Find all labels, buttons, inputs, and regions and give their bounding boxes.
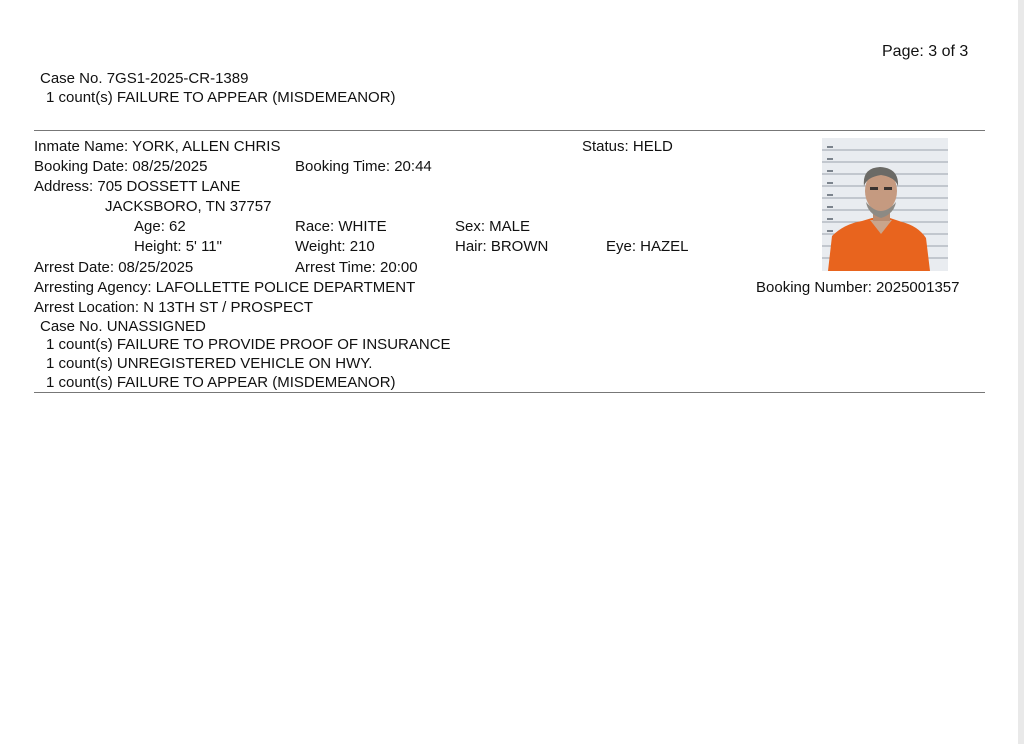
eye: Eye: HAZEL — [606, 238, 689, 255]
page-number: Page: 3 of 3 — [882, 43, 969, 60]
section-divider-top — [34, 130, 985, 131]
page-edge — [1018, 0, 1024, 744]
arrest-date: Arrest Date: 08/25/2025 — [34, 259, 194, 276]
booking-time: Booking Time: 20:44 — [295, 158, 432, 175]
inmate-name: Inmate Name: YORK, ALLEN CHRIS — [34, 138, 281, 155]
sex: Sex: MALE — [455, 218, 531, 235]
booking-date: Booking Date: 08/25/2025 — [34, 158, 208, 175]
arrest-time: Arrest Time: 20:00 — [295, 259, 418, 276]
charge-line: 1 count(s) FAILURE TO APPEAR (MISDEMEANOR) — [46, 374, 396, 391]
charge-line: 1 count(s) UNREGISTERED VEHICLE ON HWY. — [46, 355, 373, 372]
booking-number: Booking Number: 2025001357 — [756, 279, 960, 296]
prev-case-charge: 1 count(s) FAILURE TO APPEAR (MISDEMEANOR) — [46, 89, 396, 106]
address-line-1: Address: 705 DOSSETT LANE — [34, 178, 241, 195]
case-number: Case No. UNASSIGNED — [40, 318, 206, 335]
address-line-2: JACKSBORO, TN 37757 — [105, 198, 272, 215]
height: Height: 5' 11" — [134, 238, 222, 255]
race: Race: WHITE — [295, 218, 387, 235]
section-divider-bottom — [34, 392, 985, 393]
arrest-location: Arrest Location: N 13TH ST / PROSPECT — [34, 299, 313, 316]
booking-photo — [822, 138, 948, 271]
prev-case-number: Case No. 7GS1-2025-CR-1389 — [40, 70, 249, 87]
age: Age: 62 — [134, 218, 186, 235]
hair: Hair: BROWN — [455, 238, 549, 255]
charge-line: 1 count(s) FAILURE TO PROVIDE PROOF OF INSURANCE — [46, 336, 451, 353]
arresting-agency: Arresting Agency: LAFOLLETTE POLICE DEPARTMENT — [34, 279, 416, 296]
inmate-status: Status: HELD — [582, 138, 673, 155]
weight: Weight: 210 — [295, 238, 375, 255]
